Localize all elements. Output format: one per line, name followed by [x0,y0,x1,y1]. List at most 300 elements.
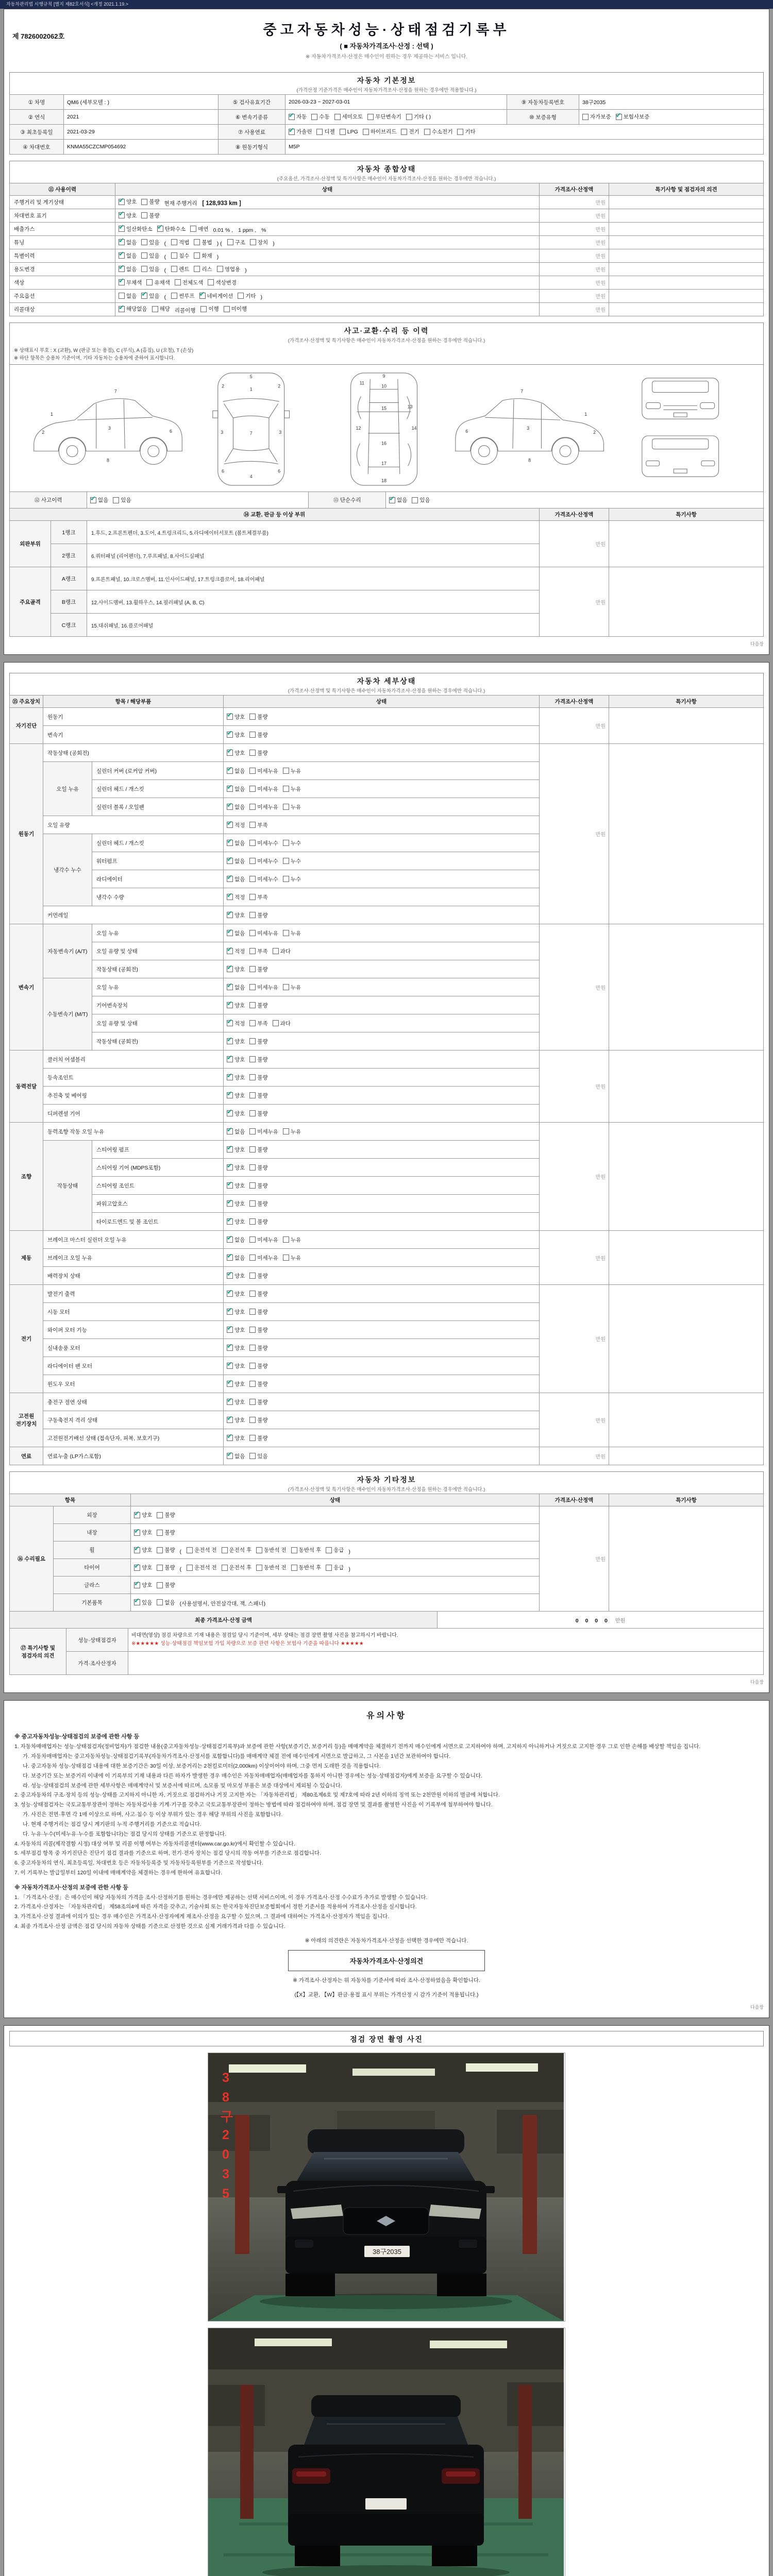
state-cell [386,492,764,509]
checkbox-label: 이행 [208,306,219,313]
notice-box-post: (【X】교환, 【W】판금·용접 표시 부위는 가격산정 시 감가 기준이 적용됩니다.) [294,1991,479,1998]
part-item: 작동상태 (공회전) [92,960,224,978]
field-value: 2026-03-23 ~ 2027-03-01 [285,95,507,110]
state-cell [224,852,540,870]
etc-item: 휠 [54,1541,131,1559]
checkbox-label: 양호 [142,1582,153,1589]
checkbox-box [227,1218,233,1225]
checkbox-label: 미세누수 [257,840,278,846]
checkbox-label: 없음 [98,497,109,504]
state-cell [224,1267,540,1285]
section-accident-header [9,323,764,345]
table-row [10,1652,764,1675]
state-cell [224,780,540,798]
checkbox-label: 없음 [234,858,245,865]
diagram-number: 6 [222,468,225,474]
state-cell [224,1357,540,1375]
checkbox-box [227,1128,233,1134]
checkbox-box [283,804,289,810]
part-item: 추진축 및 베어링 [43,1087,224,1105]
basic-info-table [9,94,764,155]
checkbox [249,767,278,775]
checkbox-label: 누유 [290,930,301,937]
table-header-row [10,509,764,521]
checkbox [227,965,245,973]
checkbox-label: 양호 [234,1092,245,1099]
checkbox-box [227,1327,233,1333]
checkbox [289,128,312,135]
part-item: 라디에이터 팬 모터 [43,1357,224,1375]
checkbox-box [249,1038,256,1044]
part-item: 커먼레일 [43,906,224,924]
device-label: 조향 [10,1123,43,1231]
checkbox-box [326,1565,332,1571]
col-device: ⑮ 주요장치 [10,696,43,708]
field-label: ⑨ 자동차등록번호 [507,95,579,110]
checkbox-box [157,1599,163,1605]
usage-item: 차대번호 표기 [10,209,115,223]
checkbox-box [249,840,256,846]
checkbox-box [227,1002,233,1008]
checkbox-label: 해당없음 [126,306,147,313]
notice-line: 1. 자동차매매업자는 성능·상태점검자(정비업자)가 점검한 내용(중고자동차성능·상태점검기록부)과 보증에 관한 사항(보증기간, 보증거리 등)을 매매계약을 체결하기 전까지 매수인에게 서면으로 고지하여야 하며, 고지하지 아니하거나 거짓으로 고지한 경우 그로 인한 손해를 배상할 책임을 집니다. [14,1743,701,1750]
checkbox-box [113,497,119,503]
note-cell [609,290,764,303]
section-note: (가격산정 기준가격은 매수인이 자동차가격조사·산정을 원하는 경우에만 적용합니다.) [296,88,477,93]
note-cell [609,744,764,924]
state-cell [224,978,540,996]
checkbox-box [289,129,295,135]
checkbox-label: 있음 [149,266,160,273]
photo-rear-svg [208,2328,564,2576]
checkbox-label: 미세누유 [257,984,278,991]
part-item: 디퍼렌셜 기어 [43,1105,224,1123]
checkbox-box [249,930,256,936]
page-title: 중고자동차성능·상태점검기록부 [263,22,510,38]
checkbox-box [334,114,341,120]
rank-items: 1.후드, 2.프론트펜더, 3.도어, 4.트렁크리드, 5.라디에이터서포트 (볼트체결부품) [87,521,540,544]
checkbox-box [146,279,153,285]
part-item: 충전구 절연 상태 [43,1393,224,1411]
checkbox-box [157,1582,163,1588]
checkbox-box [227,1453,233,1459]
state-cell [131,1524,540,1541]
note-cell [609,209,764,223]
part-item: 브레이크 오일 누유 [43,1249,224,1267]
checkbox-label: 없음 [234,930,245,937]
checkbox-box [119,212,125,218]
checkbox [227,803,245,811]
checkbox-box [227,1146,233,1153]
checkbox [194,252,212,260]
checkbox [119,225,153,233]
checkbox-box [249,1453,256,1459]
inline-text: (사용설명서, 안전삼각대, 잭, 스패너) [179,1601,266,1607]
checkbox-label: 없음 [397,497,408,504]
table-row [10,276,764,290]
checkbox-label: 양호 [234,1363,245,1369]
checkbox-label: 미세누유 [257,786,278,792]
checkbox-label: 누수 [290,876,301,883]
rank-label: A랭크 [51,567,87,590]
checkbox [227,984,245,991]
checkbox [227,731,245,739]
checkbox-box [249,1218,256,1225]
checkbox [238,292,256,300]
part-item: 윈도우 모터 [43,1375,224,1393]
checkbox-label: 있음 [149,252,160,259]
checkbox [227,839,245,847]
field-value: M5P [285,140,764,155]
section-note: (가격조사·산정액 및 특기사항은 매수인이 자동차가격조사·산정을 원하는 경우에만 적습니다.) [288,1487,485,1493]
checkbox-label: 미세누유 [257,1255,278,1261]
checkbox [171,239,189,246]
checkbox [249,1398,267,1406]
checkbox-box [227,768,233,774]
checkbox [249,947,267,955]
document-number: 제 7826002062호 [12,32,65,40]
checkbox-label: 누유 [290,804,301,810]
checkbox [249,1146,267,1154]
device-label: 원동기 [10,744,43,924]
checkbox-label: 누유 [290,1128,301,1135]
checkbox-label: 누수 [290,840,301,846]
notice-line: 라. 성능·상태점검의 보증에 관한 세부사항은 매매계약서 및 보증서에 따르며, 소모품 및 마모성 부품은 보증 대상에서 제외될 수 있습니다. [23,1782,342,1789]
rank-items: 12.사이드멤버, 13.휠하우스, 14.필러패널 (A, B, C) [87,590,540,614]
checkbox [175,279,204,286]
notice-line: 5. 세부점검 항목 중 자기진단은 진단기 점검 결과를 기준으로 하며, 전기·전자 장치는 점검 당시의 작동 여부를 기준으로 점검합니다. [14,1850,322,1857]
checkbox-box [190,226,196,232]
part-item: 실린더 블록 / 오일팬 [92,798,224,816]
checkbox-label: 양호 [234,1038,245,1045]
col-state: 상태 [115,183,540,196]
inline-text: ) [260,294,263,301]
checkbox-label: 전체도색 [182,279,204,286]
checkbox-label: 없음 [126,266,137,273]
diagram-number: 14 [411,426,417,431]
checkbox [227,1146,245,1154]
etc-item: 글라스 [54,1577,131,1594]
table-row [10,196,764,209]
part-item: 시동 모터 [43,1303,224,1321]
state-cell [224,1069,540,1087]
checkbox-box [249,804,256,810]
subgroup-label: 오일 누유 [43,762,92,816]
checkbox [283,767,301,775]
checkbox [249,839,278,847]
checkbox-label: 부족 [257,948,268,955]
etc-item: 외장 [54,1506,131,1524]
checkbox-label: 없음 [234,984,245,991]
final-price-table [9,1611,764,1629]
checkbox-label: 양호 [142,1530,153,1536]
inline-text: ( [164,241,166,247]
checkbox-label: 보험사보증 [623,114,650,121]
checkbox [141,212,159,219]
checkbox [249,857,278,865]
checkbox-label: 불량 [257,1146,268,1153]
checkbox [217,265,240,273]
price-cell: 만원 [540,303,609,316]
checkbox-label: 자가보증 [590,114,611,121]
state-cell [224,1393,540,1411]
table-row [10,1629,764,1652]
table-row [10,236,764,249]
checkbox [249,1020,267,1027]
checkbox [249,1038,267,1045]
checkbox [113,496,131,504]
table-row [10,1612,764,1629]
checkbox-box [227,750,233,756]
rank-items: 6.쿼터패널 (리어펜더), 7.루프패널, 8.사이드실패널 [87,544,540,567]
checkbox-box [227,966,233,972]
checkbox [249,713,267,721]
checkbox-box [249,1255,256,1261]
col-note: 특기사항 [609,1494,764,1506]
checkbox [141,265,159,273]
checkbox-box [249,1146,256,1153]
checkbox [340,129,358,135]
state-cell [115,223,540,236]
checkbox [134,1581,152,1589]
checkbox-label: 없음 [234,876,245,883]
checkbox-label: 무단변속기 [375,114,401,121]
state-cell [131,1541,540,1559]
table-row [10,924,764,942]
opinion-text [128,1629,764,1652]
checkbox [457,128,475,135]
checkbox-box [249,1291,256,1297]
checkbox [249,1416,267,1424]
checkbox-label: 없음 [234,840,245,846]
checkbox-label: 운전석 후 [229,1547,252,1554]
checkbox-label: 적정 [234,948,245,955]
opinion-who: 성능·상태점검자 [66,1629,128,1652]
checkbox-label: 있음 [121,497,131,504]
inspection-photo-rear [208,2328,565,2576]
checkbox-box [141,199,147,205]
checkbox-label: 양호 [142,1512,153,1519]
checkbox [119,252,137,260]
state-cell [224,960,540,978]
state-cell [224,1231,540,1249]
part-item: 라디에이터 [92,870,224,888]
checkbox-box [249,1345,256,1351]
checkbox [227,713,245,721]
section-detail-header [9,673,764,696]
checkbox [90,496,108,504]
state-cell [115,236,540,249]
checkbox [249,749,267,757]
checkbox-label: 없음 [234,768,245,774]
part-item: 타이로드엔드 및 볼 조인트 [92,1213,224,1231]
inline-text: ) [216,254,219,261]
panel-rank-table [9,508,764,637]
checkbox-box [227,1038,233,1044]
checkbox-box [227,1200,233,1207]
diagram-number: 2 [593,430,596,435]
photo-watermark: 38구2035 [219,2070,233,2206]
price-cell: 만원 [540,236,609,249]
note-cell [609,196,764,209]
checkbox-label: 디젤 [324,129,335,135]
checkbox-label: 불량 [257,1345,268,1351]
checkbox-box [119,252,125,259]
checkbox-box [582,114,589,120]
price-cell: 만원 [540,263,609,276]
rank-label: B랭크 [51,590,87,614]
notice-line: 다. 보증기간 또는 보증거리 이내에 이 기록부의 기재 내용과 다른 하자가 발생한 경우 매수인은 자동차매매업자(매매업자를 통하지 아니한 경우에는 성능·상태점검자)에게 보증을 요구할 수 있습니다. [23,1772,482,1779]
part-item: 고전원전기배선 상태 (접속단자, 피복, 보호기구) [43,1429,224,1447]
next-page-label: 다음장 [750,2004,764,2010]
checkbox [249,1272,267,1280]
col-item: 항목 / 해당부품 [43,696,224,708]
checkbox [249,929,278,937]
checkbox-box [283,876,289,882]
checkbox-label: 불량 [257,1309,268,1315]
price-cell: 만원 [540,249,609,263]
checkbox [412,496,430,504]
state-cell [224,798,540,816]
checkbox-label: 불량 [257,1327,268,1333]
checkbox [326,1564,344,1571]
checkbox-label: 불량 [164,1565,175,1571]
state-cell [224,1249,540,1267]
price-cell: 만원 [540,744,609,924]
checkbox [227,1434,245,1442]
state-cell [115,249,540,263]
checkbox [249,1452,267,1460]
checkbox-box [199,293,206,299]
note-cell [609,1285,764,1393]
checkbox [134,1599,152,1606]
checkbox-label: 불량 [257,1399,268,1405]
section-title: 자동차 종합상태 [357,165,416,173]
section-overall-header [9,161,764,183]
checkbox-label: 해당 [159,306,170,313]
car-diagram-area [9,365,764,492]
notices-title: 유의사항 [366,1711,407,1721]
checkbox [171,252,189,260]
checkbox-box [227,1435,233,1441]
part-item: 실린더 커버 (로커암 커버) [92,762,224,780]
table-header-row [10,183,764,196]
checkbox-box [157,1512,163,1518]
checkbox-box [141,212,147,218]
checkbox-label: 누유 [290,1255,301,1261]
table-row [10,263,764,276]
checkbox-label: 있음 [142,1599,153,1606]
checkbox-label: 누유 [290,786,301,792]
checkbox-box [157,1530,163,1536]
diagram-number: 1 [249,387,253,393]
legend-line: ※ 상태표시 부호 : X (교환), W (판금 또는 용접), C (부식), A (흠집), U (요철), T (손상) [14,348,194,353]
diagram-number: 6 [278,468,281,474]
checkbox-box [283,984,289,990]
diagram-number: 4 [249,474,253,480]
inline-text: 현재 주행거리 [164,200,197,207]
checkbox-box [406,114,412,120]
checkbox [249,1362,267,1370]
field-value [285,110,507,125]
checkbox [141,198,159,206]
checkbox [227,785,245,793]
checkbox-label: 불량 [257,732,268,738]
checkbox-label: 하이브리드 [370,129,397,135]
inline-text: ) [273,241,275,247]
checkbox-label: 운전석 후 [229,1565,252,1571]
checkbox [227,239,245,246]
checkbox-label: LPG [347,128,358,135]
checkbox [119,265,137,273]
checkbox-box [249,912,256,918]
notice-line: 나. 중고자동차 성능·상태점검 내용에 대한 보증기간은 30일 이상, 보증거리는 2천킬로미터(2,000km) 이상이어야 하며, 그중 먼저 도래한 것을 적용합니다. [23,1762,381,1769]
rank-items: 15.대쉬패널, 16.플로어패널 [87,614,540,637]
checkbox-label: 불량 [149,212,160,219]
checkbox-label: 장치 [257,239,268,246]
state-cell [224,1447,540,1465]
checkbox [227,1344,245,1352]
subgroup-label: 자동변속기 (A/T) [43,924,92,978]
table-row [10,708,764,726]
part-item: 오일 누유 [92,978,224,996]
checkbox-box [227,1236,233,1243]
inline-text: 리콜이행 [174,307,196,314]
checkbox-label: 구조 [234,239,245,246]
checkbox-box [90,497,96,503]
checkbox-box [283,768,289,774]
price-cell: 만원 [540,276,609,290]
checkbox-box [291,1565,297,1571]
checkbox-label: 불량 [257,750,268,756]
col-note: 특기사항 및 점검자의 의견 [609,183,764,196]
diagram-number: 2 [42,430,45,435]
checkbox-box [224,306,230,312]
checkbox [249,1236,278,1244]
table-row [10,140,764,155]
checkbox-label: 불량 [257,1164,268,1171]
part-item: 등속조인트 [43,1069,224,1087]
checkbox-label: 미세누유 [257,804,278,810]
checkbox-box [249,1164,256,1171]
table-row [10,223,764,236]
note-cell [609,1447,764,1465]
section-photos-header [9,2031,764,2046]
checkbox [291,1564,322,1571]
table-row [10,303,764,316]
panel-notices [4,1700,769,2018]
col-usage-history: ⑪ 사용이력 [10,183,115,196]
checkbox [363,128,397,135]
table-row [10,290,764,303]
state-cell [224,1141,540,1159]
checkbox-label: 있음 [419,497,430,504]
legend-line: ※ 하단 항목은 승용차 기준이며, 기타 자동차는 승용차에 준하여 표시합니다. [14,355,175,361]
checkbox [249,984,278,991]
checkbox-box [249,1435,256,1441]
checkbox-label: 불량 [257,912,268,919]
price-cell: 만원 [540,924,609,1050]
checkbox-label: 불량 [257,1381,268,1387]
checkbox-box [367,114,374,120]
checkbox-box [249,822,256,828]
panel-main-info [4,9,769,655]
checkbox-label: 운전석 전 [194,1547,217,1554]
checkbox [249,1200,267,1208]
device-label: 고전원 전기장치 [10,1393,43,1447]
checkbox [227,1074,245,1081]
checkbox-label: 불량 [164,1547,175,1554]
